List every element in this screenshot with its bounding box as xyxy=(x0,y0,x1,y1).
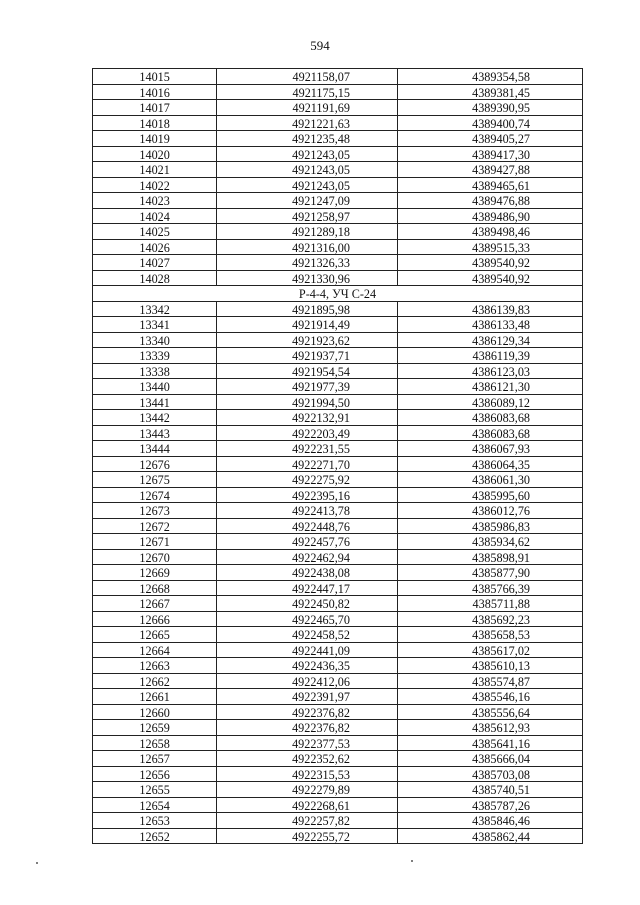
y-coordinate-cell: 4386064,35 xyxy=(397,456,582,472)
x-coordinate-cell: 4922271,70 xyxy=(217,456,398,472)
point-number-cell: 14020 xyxy=(93,146,217,162)
x-coordinate-cell: 4921977,39 xyxy=(217,379,398,395)
coordinates-table-body xyxy=(93,69,583,844)
x-coordinate-cell: 4921243,05 xyxy=(217,177,398,193)
table-row xyxy=(93,673,583,689)
y-coordinate-cell: 4385574,87 xyxy=(397,673,582,689)
point-number-cell: 12662 xyxy=(93,673,217,689)
table-row xyxy=(93,735,583,751)
y-coordinate-cell: 4385898,91 xyxy=(397,549,582,565)
y-coordinate-cell: 4385692,23 xyxy=(397,611,582,627)
y-coordinate-cell: 4385986,83 xyxy=(397,518,582,534)
x-coordinate-cell: 4922413,78 xyxy=(217,503,398,519)
point-number-cell: 14019 xyxy=(93,131,217,147)
y-coordinate-cell: 4385612,93 xyxy=(397,720,582,736)
table-row xyxy=(93,348,583,364)
x-coordinate-cell: 4922315,53 xyxy=(217,766,398,782)
table-row xyxy=(93,534,583,550)
y-coordinate-cell: 4386139,83 xyxy=(397,301,582,317)
point-number-cell: 14017 xyxy=(93,100,217,116)
table-row xyxy=(93,549,583,565)
y-coordinate-cell: 4389354,58 xyxy=(397,69,582,85)
x-coordinate-cell: 4922441,09 xyxy=(217,642,398,658)
point-number-cell: 12658 xyxy=(93,735,217,751)
y-coordinate-cell: 4386119,39 xyxy=(397,348,582,364)
section-heading-row xyxy=(93,286,583,302)
table-row xyxy=(93,627,583,643)
y-coordinate-cell: 4389515,33 xyxy=(397,239,582,255)
y-coordinate-cell: 4389465,61 xyxy=(397,177,582,193)
x-coordinate-cell: 4921923,62 xyxy=(217,332,398,348)
point-number-cell: 14016 xyxy=(93,84,217,100)
table-row xyxy=(93,208,583,224)
x-coordinate-cell: 4922352,62 xyxy=(217,751,398,767)
point-number-cell: 12666 xyxy=(93,611,217,627)
point-number-cell: 12665 xyxy=(93,627,217,643)
x-coordinate-cell: 4922231,55 xyxy=(217,441,398,457)
x-coordinate-cell: 4921175,15 xyxy=(217,84,398,100)
table-row xyxy=(93,239,583,255)
point-number-cell: 14026 xyxy=(93,239,217,255)
x-coordinate-cell: 4922447,17 xyxy=(217,580,398,596)
point-number-cell: 12660 xyxy=(93,704,217,720)
table-row xyxy=(93,193,583,209)
point-number-cell: 13338 xyxy=(93,363,217,379)
point-number-cell: 12667 xyxy=(93,596,217,612)
table-row xyxy=(93,224,583,240)
point-number-cell: 13442 xyxy=(93,410,217,426)
x-coordinate-cell: 4921895,98 xyxy=(217,301,398,317)
y-coordinate-cell: 4389381,45 xyxy=(397,84,582,100)
y-coordinate-cell: 4386061,30 xyxy=(397,472,582,488)
point-number-cell: 14015 xyxy=(93,69,217,85)
point-number-cell: 12674 xyxy=(93,487,217,503)
table-row xyxy=(93,317,583,333)
table-row xyxy=(93,642,583,658)
y-coordinate-cell: 4389486,90 xyxy=(397,208,582,224)
x-coordinate-cell: 4921954,54 xyxy=(217,363,398,379)
y-coordinate-cell: 4385610,13 xyxy=(397,658,582,674)
x-coordinate-cell: 4921258,97 xyxy=(217,208,398,224)
x-coordinate-cell: 4921221,63 xyxy=(217,115,398,131)
point-number-cell: 14024 xyxy=(93,208,217,224)
x-coordinate-cell: 4922395,16 xyxy=(217,487,398,503)
table-row xyxy=(93,100,583,116)
x-coordinate-cell: 4922462,94 xyxy=(217,549,398,565)
y-coordinate-cell: 4385862,44 xyxy=(397,828,582,844)
y-coordinate-cell: 4386123,03 xyxy=(397,363,582,379)
y-coordinate-cell: 4389498,46 xyxy=(397,224,582,240)
table-row xyxy=(93,704,583,720)
x-coordinate-cell: 4922279,89 xyxy=(217,782,398,798)
point-number-cell: 14018 xyxy=(93,115,217,131)
table-row xyxy=(93,410,583,426)
y-coordinate-cell: 4385766,39 xyxy=(397,580,582,596)
y-coordinate-cell: 4385995,60 xyxy=(397,487,582,503)
y-coordinate-cell: 4386089,12 xyxy=(397,394,582,410)
scan-speck xyxy=(411,860,413,862)
x-coordinate-cell: 4922268,61 xyxy=(217,797,398,813)
table-row xyxy=(93,828,583,844)
page-number: 594 xyxy=(310,38,330,53)
y-coordinate-cell: 4386012,76 xyxy=(397,503,582,519)
point-number-cell: 12676 xyxy=(93,456,217,472)
table-row xyxy=(93,270,583,286)
point-number-cell: 12672 xyxy=(93,518,217,534)
x-coordinate-cell: 4921914,49 xyxy=(217,317,398,333)
table-row xyxy=(93,797,583,813)
x-coordinate-cell: 4921994,50 xyxy=(217,394,398,410)
y-coordinate-cell: 4385556,64 xyxy=(397,704,582,720)
table-row xyxy=(93,332,583,348)
y-coordinate-cell: 4386083,68 xyxy=(397,425,582,441)
point-number-cell: 13444 xyxy=(93,441,217,457)
y-coordinate-cell: 4385658,53 xyxy=(397,627,582,643)
table-row xyxy=(93,751,583,767)
point-number-cell: 14022 xyxy=(93,177,217,193)
x-coordinate-cell: 4922391,97 xyxy=(217,689,398,705)
x-coordinate-cell: 4921243,05 xyxy=(217,162,398,178)
x-coordinate-cell: 4921326,33 xyxy=(217,255,398,271)
x-coordinate-cell: 4922377,53 xyxy=(217,735,398,751)
table-row xyxy=(93,115,583,131)
y-coordinate-cell: 4389540,92 xyxy=(397,270,582,286)
point-number-cell: 12661 xyxy=(93,689,217,705)
point-number-cell: 12670 xyxy=(93,549,217,565)
table-row xyxy=(93,596,583,612)
point-number-cell: 13339 xyxy=(93,348,217,364)
y-coordinate-cell: 4385877,90 xyxy=(397,565,582,581)
x-coordinate-cell: 4921330,96 xyxy=(217,270,398,286)
table-row xyxy=(93,394,583,410)
point-number-cell: 12653 xyxy=(93,813,217,829)
x-coordinate-cell: 4922448,76 xyxy=(217,518,398,534)
table-row xyxy=(93,580,583,596)
point-number-cell: 12671 xyxy=(93,534,217,550)
x-coordinate-cell: 4922457,76 xyxy=(217,534,398,550)
scan-speck xyxy=(36,862,38,864)
x-coordinate-cell: 4921247,09 xyxy=(217,193,398,209)
y-coordinate-cell: 4385703,08 xyxy=(397,766,582,782)
y-coordinate-cell: 4389400,74 xyxy=(397,115,582,131)
point-number-cell: 12669 xyxy=(93,565,217,581)
x-coordinate-cell: 4922376,82 xyxy=(217,720,398,736)
point-number-cell: 12657 xyxy=(93,751,217,767)
y-coordinate-cell: 4386129,34 xyxy=(397,332,582,348)
table-row xyxy=(93,518,583,534)
table-row xyxy=(93,177,583,193)
point-number-cell: 14021 xyxy=(93,162,217,178)
point-number-cell: 12652 xyxy=(93,828,217,844)
table-row xyxy=(93,565,583,581)
x-coordinate-cell: 4922275,92 xyxy=(217,472,398,488)
x-coordinate-cell: 4921191,69 xyxy=(217,100,398,116)
point-number-cell: 12675 xyxy=(93,472,217,488)
y-coordinate-cell: 4389417,30 xyxy=(397,146,582,162)
y-coordinate-cell: 4389540,92 xyxy=(397,255,582,271)
point-number-cell: 13341 xyxy=(93,317,217,333)
table-row xyxy=(93,456,583,472)
point-number-cell: 14023 xyxy=(93,193,217,209)
table-row xyxy=(93,162,583,178)
table-row xyxy=(93,766,583,782)
point-number-cell: 12659 xyxy=(93,720,217,736)
table-row xyxy=(93,611,583,627)
x-coordinate-cell: 4921289,18 xyxy=(217,224,398,240)
y-coordinate-cell: 4389405,27 xyxy=(397,131,582,147)
y-coordinate-cell: 4385846,46 xyxy=(397,813,582,829)
table-row xyxy=(93,425,583,441)
table-row xyxy=(93,131,583,147)
point-number-cell: 12655 xyxy=(93,782,217,798)
x-coordinate-cell: 4922436,35 xyxy=(217,658,398,674)
point-number-cell: 13443 xyxy=(93,425,217,441)
table-row xyxy=(93,782,583,798)
point-number-cell: 14027 xyxy=(93,255,217,271)
x-coordinate-cell: 4922450,82 xyxy=(217,596,398,612)
table-row xyxy=(93,658,583,674)
y-coordinate-cell: 4386083,68 xyxy=(397,410,582,426)
y-coordinate-cell: 4389427,88 xyxy=(397,162,582,178)
y-coordinate-cell: 4385546,16 xyxy=(397,689,582,705)
y-coordinate-cell: 4385787,26 xyxy=(397,797,582,813)
y-coordinate-cell: 4386121,30 xyxy=(397,379,582,395)
y-coordinate-cell: 4385740,51 xyxy=(397,782,582,798)
x-coordinate-cell: 4922438,08 xyxy=(217,565,398,581)
point-number-cell: 14025 xyxy=(93,224,217,240)
y-coordinate-cell: 4385934,62 xyxy=(397,534,582,550)
table-row xyxy=(93,441,583,457)
x-coordinate-cell: 4922203,49 xyxy=(217,425,398,441)
point-number-cell: 13441 xyxy=(93,394,217,410)
x-coordinate-cell: 4921235,48 xyxy=(217,131,398,147)
point-number-cell: 14028 xyxy=(93,270,217,286)
x-coordinate-cell: 4921937,71 xyxy=(217,348,398,364)
x-coordinate-cell: 4921158,07 xyxy=(217,69,398,85)
y-coordinate-cell: 4386067,93 xyxy=(397,441,582,457)
x-coordinate-cell: 4922255,72 xyxy=(217,828,398,844)
x-coordinate-cell: 4922257,82 xyxy=(217,813,398,829)
table-row xyxy=(93,487,583,503)
x-coordinate-cell: 4921316,00 xyxy=(217,239,398,255)
y-coordinate-cell: 4385641,16 xyxy=(397,735,582,751)
table-row xyxy=(93,363,583,379)
y-coordinate-cell: 4389476,88 xyxy=(397,193,582,209)
table-row xyxy=(93,255,583,271)
table-row xyxy=(93,146,583,162)
point-number-cell: 12668 xyxy=(93,580,217,596)
point-number-cell: 12673 xyxy=(93,503,217,519)
x-coordinate-cell: 4922376,82 xyxy=(217,704,398,720)
x-coordinate-cell: 4922412,06 xyxy=(217,673,398,689)
coordinates-table xyxy=(92,68,583,844)
y-coordinate-cell: 4385666,04 xyxy=(397,751,582,767)
point-number-cell: 12664 xyxy=(93,642,217,658)
table-row xyxy=(93,720,583,736)
point-number-cell: 12654 xyxy=(93,797,217,813)
table-row xyxy=(93,69,583,85)
table-row xyxy=(93,84,583,100)
x-coordinate-cell: 4922132,91 xyxy=(217,410,398,426)
y-coordinate-cell: 4385617,02 xyxy=(397,642,582,658)
table-row xyxy=(93,689,583,705)
x-coordinate-cell: 4922458,52 xyxy=(217,627,398,643)
x-coordinate-cell: 4921243,05 xyxy=(217,146,398,162)
y-coordinate-cell: 4385711,88 xyxy=(397,596,582,612)
table-row xyxy=(93,503,583,519)
y-coordinate-cell: 4386133,48 xyxy=(397,317,582,333)
point-number-cell: 12663 xyxy=(93,658,217,674)
table-row xyxy=(93,472,583,488)
point-number-cell: 13440 xyxy=(93,379,217,395)
point-number-cell: 13342 xyxy=(93,301,217,317)
table-row xyxy=(93,379,583,395)
x-coordinate-cell: 4922465,70 xyxy=(217,611,398,627)
y-coordinate-cell: 4389390,95 xyxy=(397,100,582,116)
table-row xyxy=(93,813,583,829)
section-heading: Р-4-4, УЧ С-24 xyxy=(93,286,583,302)
point-number-cell: 12656 xyxy=(93,766,217,782)
point-number-cell: 13340 xyxy=(93,332,217,348)
table-row xyxy=(93,301,583,317)
